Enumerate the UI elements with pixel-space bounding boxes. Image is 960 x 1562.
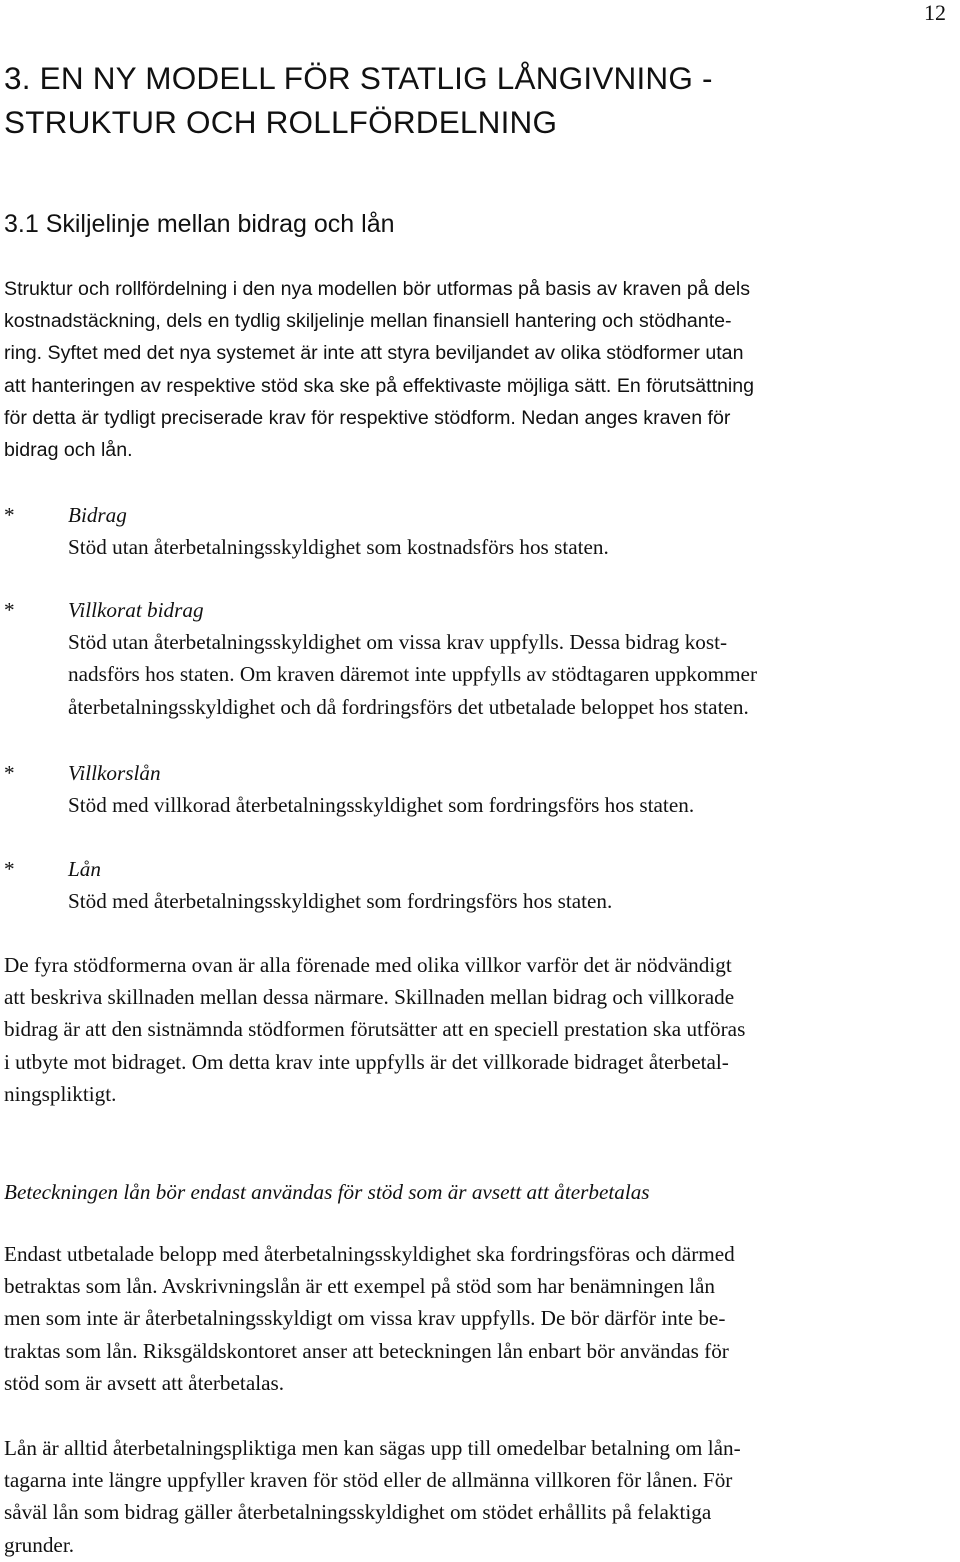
definition-term: Lån [68, 857, 101, 881]
definition-term: Villkorat bidrag [68, 598, 204, 622]
list-bullet: * [4, 857, 15, 881]
definition-text: återbetalningsskyldighet och då fordringsförs det utbetalade beloppet hos staten. [68, 694, 749, 719]
definition-body [68, 853, 956, 917]
list-bullet: * [4, 598, 15, 622]
definition-text: nadsförs hos staten. Om kraven däremot inte uppfylls av stödtagaren uppkommer [68, 662, 758, 687]
definition-text: Stöd utan återbetalningsskyldighet om vissa krav uppfylls. Dessa bidrag kost- [68, 630, 728, 655]
text-line: traktas som lån. Riksgäldskontoret anser att beteckningen lån enbart bör användas för [4, 1338, 729, 1363]
text-line: för detta är tydligt preciserade krav för respektive stödform. Nedan anges kraven för [4, 406, 731, 429]
text-line: såväl lån som bidrag gäller återbetalningsskyldighet om stödet erhållits på felaktiga [4, 1500, 712, 1525]
summary-paragraph [4, 949, 956, 1110]
text-line: Endast utbetalade belopp med återbetalningsskyldighet ska fordringsföras och därmed [4, 1242, 735, 1266]
definition-body [68, 757, 956, 821]
text-line: ring. Syftet med det nya systemet är inte att styra beviljandet av olika stödformer utan [4, 342, 744, 365]
list-bullet: * [4, 503, 15, 527]
text-line: bidrag och lån. [4, 439, 133, 462]
definition-body [68, 594, 956, 723]
text-line: att beskriva skillnaden mellan dessa närmare. Skillnaden mellan bidrag och villkorade [4, 985, 735, 1010]
text-line: att hanteringen av respektive stöd ska ske på effektivaste möjliga sätt. En förutsättning [4, 374, 755, 397]
subheading: Beteckningen lån bör endast användas för stöd som är avsett att återbetalas [4, 1180, 650, 1204]
text-line: men som inte är återbetalningsskyldigt om vissa krav uppfylls. De bör därför inte be- [4, 1306, 726, 1331]
text-line: betraktas som lån. Avskrivningslån är ett exempel på stöd som har benämningen lån [4, 1274, 715, 1299]
text-line: tagarna inte längre uppfyller kraven för stöd eller de allmänna villkoren för lånen. För [4, 1468, 733, 1493]
text-line: i utbyte mot bidraget. Om detta krav inte uppfylls är det villkorade bidraget återbetal- [4, 1049, 729, 1074]
page-number: 12 [924, 0, 946, 25]
final-paragraph [4, 1432, 956, 1561]
text-line: stöd som är avsett att återbetalas. [4, 1370, 285, 1395]
text-line: De fyra stödformerna ovan är alla förenade med olika villkor varför det är nödvändigt [4, 953, 732, 977]
definition-text: Stöd med villkorad återbetalningsskyldighet som fordringsförs hos staten. [68, 793, 695, 818]
definition-term: Villkorslån [68, 761, 161, 785]
definition-text: Stöd utan återbetalningsskyldighet som kostnadsförs hos staten. [68, 535, 609, 560]
definition-body [68, 499, 956, 563]
loans-paragraph [4, 1238, 956, 1399]
text-line: kostnadstäckning, dels en tydlig skiljelinje mellan finansiell hantering och stödhante- [4, 310, 732, 333]
list-bullet: * [4, 761, 15, 785]
chapter-title [4, 56, 944, 144]
text-line: Lån är alltid återbetalningspliktiga men kan sägas upp till omedelbar betalning om lån- [4, 1436, 741, 1460]
text-line: ningspliktigt. [4, 1081, 117, 1106]
text-line: bidrag är att den sistnämnda stödformen förutsätter att en speciell prestation ska utföras [4, 1017, 746, 1042]
definition-text: Stöd med återbetalningsskyldighet som fordringsförs hos staten. [68, 889, 613, 914]
section-title: 3.1 Skiljelinje mellan bidrag och lån [4, 210, 395, 238]
text-line: grunder. [4, 1532, 75, 1557]
chapter-title-line: 3. EN NY MODELL FÖR STATLIG LÅNGIVNING - [4, 60, 713, 96]
intro-paragraph [4, 273, 956, 466]
chapter-title-line: STRUKTUR OCH ROLLFÖRDELNING [4, 104, 558, 140]
text-line: Struktur och rollfördelning i den nya modellen bör utformas på basis av kraven på dels [4, 278, 751, 300]
definition-term: Bidrag [68, 503, 127, 527]
